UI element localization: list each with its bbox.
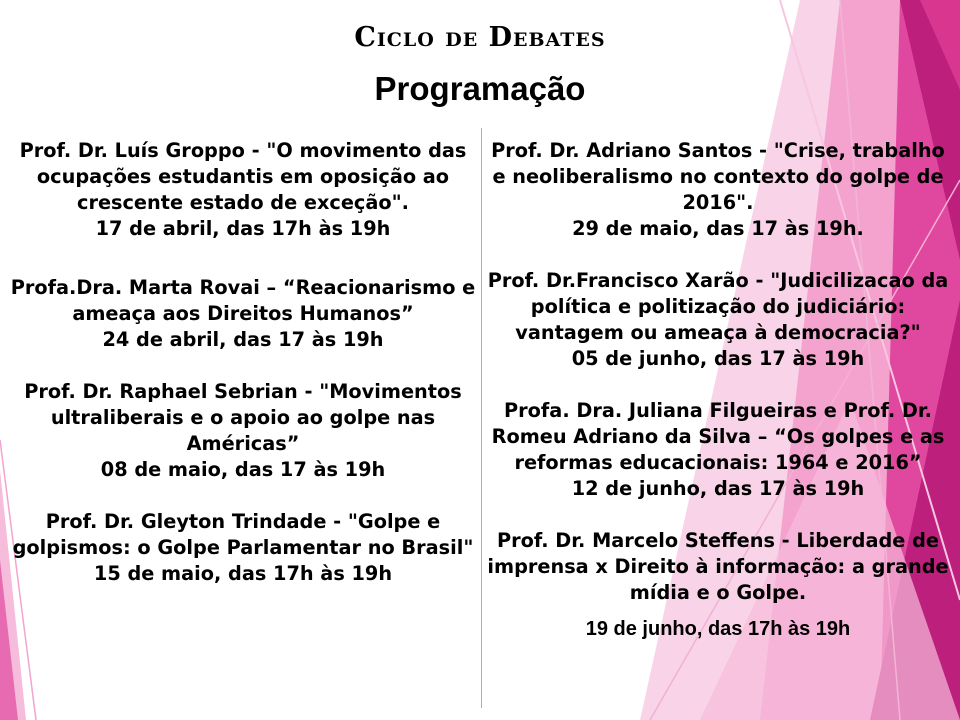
talk-title: Prof. Dr. Adriano Santos - "Crise, trabalho e neoliberalismo no contexto do golpe de 2016". <box>491 139 945 214</box>
schedule-entry <box>482 268 954 372</box>
talk-title: Prof. Dr. Marcelo Steffens - Liberdade de imprensa x Direito à informação: a grande mídia e o Golpe. <box>487 529 949 604</box>
talk-title: Prof. Dr.Francisco Xarão - "Judicilizacao da política e politização do judiciário: vantagem ou ameaça à democracia?" <box>487 269 949 344</box>
talk-date: 08 de maio, das 17 às 19h <box>100 458 386 481</box>
page-title: Ciclo de Debates <box>354 22 606 53</box>
talk-title: Profa. Dra. Juliana Filgueiras e Prof. Dr. Romeu Adriano da Silva – “Os golpes e as reformas educacionais: 1964 e 2016” <box>491 399 945 474</box>
talk-title: Prof. Dr. Raphael Sebrian - "Movimentos ultraliberais e o apoio ao golpe nas Américas” <box>24 380 462 455</box>
schedule-entry <box>482 528 954 642</box>
schedule-entry <box>6 138 480 242</box>
page-subtitle: Programação <box>374 70 586 107</box>
talk-title: Prof. Dr. Gleyton Trindade - "Golpe e golpismos: o Golpe Parlamentar no Brasil" <box>12 510 474 559</box>
schedule-entry <box>482 398 954 502</box>
schedule-entry <box>6 275 480 353</box>
schedule-entry <box>6 509 480 587</box>
talk-date: 05 de junho, das 17 às 19h <box>571 347 865 370</box>
talk-title: Prof. Dr. Luís Groppo - "O movimento das ocupações estudantis em oposição ao crescente estado de exceção". <box>19 139 467 214</box>
talk-date: 12 de junho, das 17 às 19h <box>571 477 865 500</box>
talk-date: 15 de maio, das 17h às 19h <box>93 562 393 585</box>
talk-date: 29 de maio, das 17 às 19h. <box>572 217 864 240</box>
talk-date: 24 de abril, das 17 às 19h <box>102 328 384 351</box>
talk-title: Profa.Dra. Marta Rovai – “Reacionarismo e ameaça aos Direitos Humanos” <box>10 276 476 325</box>
talk-date: 17 de abril, das 17h às 19h <box>95 217 391 240</box>
schedule-entry <box>482 138 954 242</box>
talk-date: 19 de junho, das 17h às 19h <box>585 618 851 640</box>
schedule-entry <box>6 379 480 483</box>
schedule-left-column <box>6 138 480 613</box>
schedule-right-column <box>482 138 954 652</box>
